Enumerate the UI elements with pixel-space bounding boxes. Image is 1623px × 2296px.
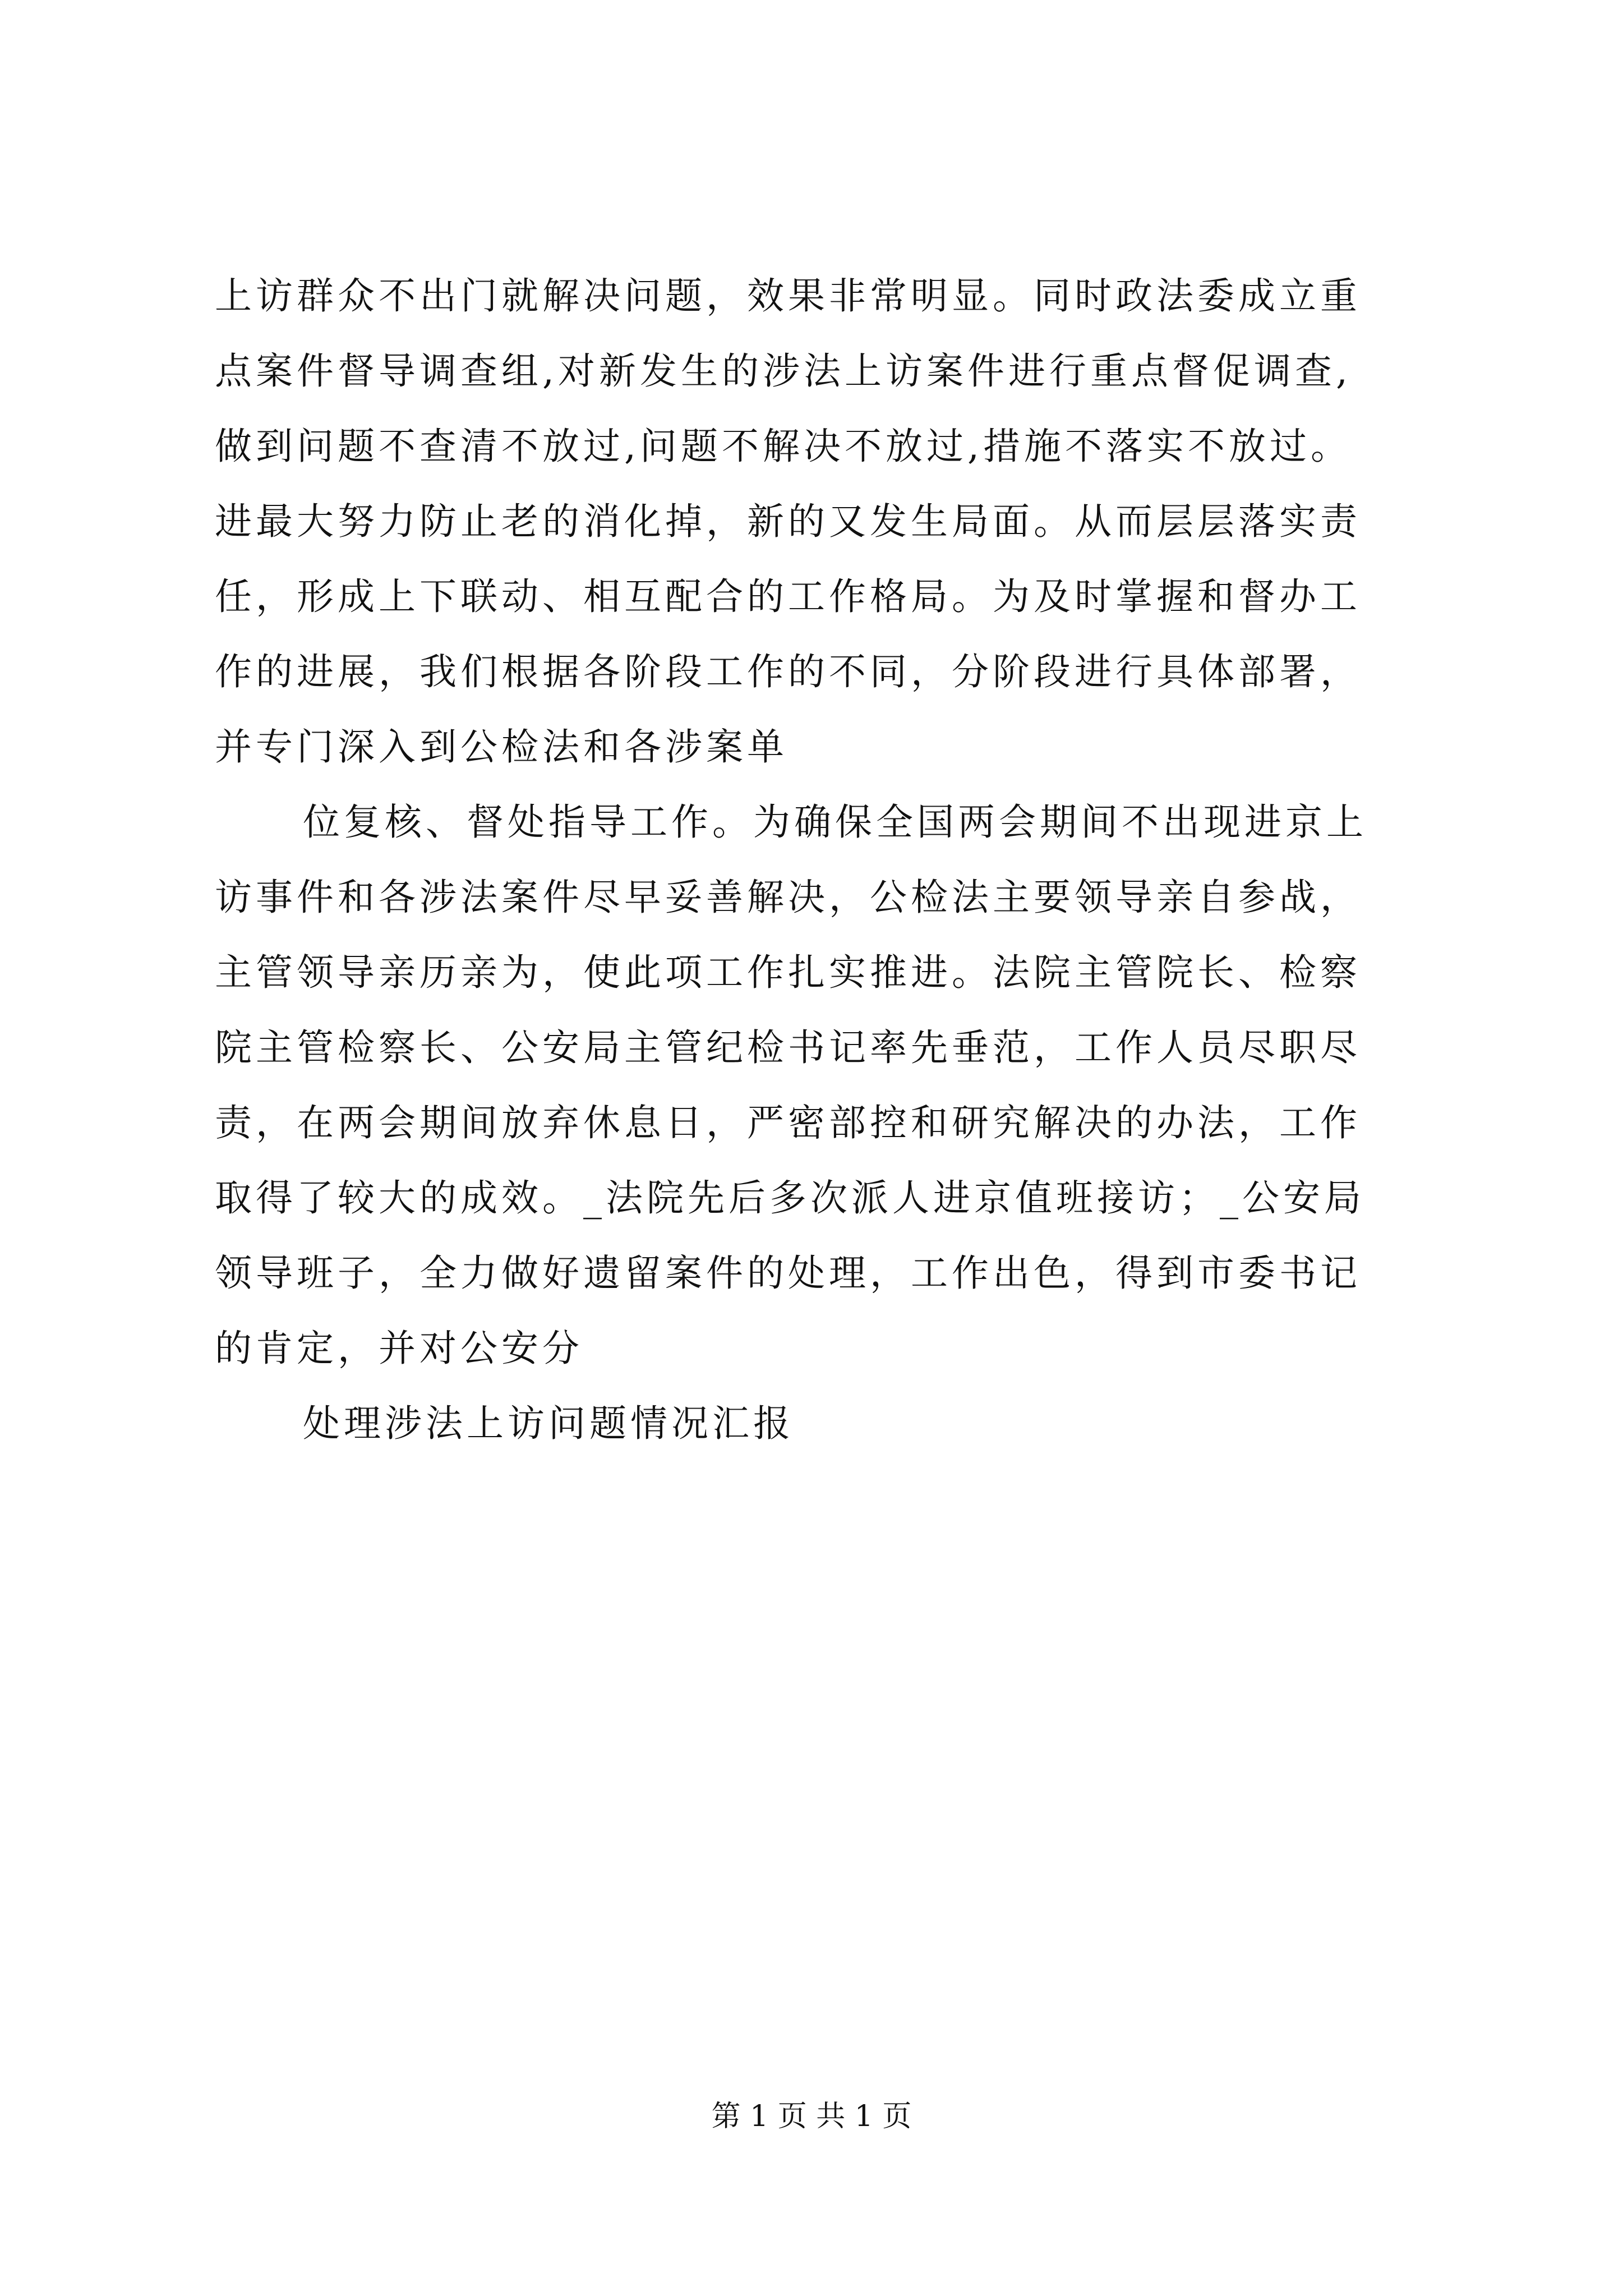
- text-line: 做到问题不查清不放过,问题不解决不放过,措施不落实不放过。: [215, 425, 1352, 468]
- document-heading-line: 处理涉法上访问题情况汇报: [303, 1402, 794, 1445]
- text-line: 责，在两会期间放弃休息日，严密部控和研究解决的办法，工作: [215, 1101, 1361, 1144]
- text-line: 取得了较大的成效。_法院先后多次派人进京值班接访；_公安局: [215, 1176, 1365, 1220]
- text-line: 院主管检察长、公安局主管纪检书记率先垂范，工作人员尽职尽: [215, 1026, 1361, 1069]
- page-footer: 第 1 页 共 1 页: [711, 2100, 912, 2133]
- text-line: 进最大努力防止老的消化掉，新的又发生局面。从而层层落实责: [215, 500, 1361, 543]
- text-line: 点案件督导调查组,对新发生的涉法上访案件进行重点督促调查,: [215, 349, 1352, 393]
- text-line: 领导班子，全力做好遗留案件的处理，工作出色，得到市委书记: [215, 1251, 1361, 1295]
- text-line: 任，形成上下联动、相互配合的工作格局。为及时掌握和督办工: [215, 575, 1361, 618]
- text-line: 上访群众不出门就解决问题，效果非常明显。同时政法委成立重: [215, 274, 1361, 318]
- text-line: 的肯定，并对公安分: [215, 1327, 583, 1370]
- text-line: 主管领导亲历亲为，使此项工作扎实推进。法院主管院长、检察: [215, 951, 1361, 994]
- text-line: 访事件和各涉法案件尽早妥善解决，公检法主要领导亲自参战，: [215, 876, 1361, 919]
- text-line: 位复核、督处指导工作。为确保全国两会期间不出现进京上: [303, 800, 1367, 844]
- text-line: 作的进展，我们根据各阶段工作的不同，分阶段进行具体部署，: [215, 650, 1361, 693]
- text-line: 并专门深入到公检法和各涉案单: [215, 725, 788, 769]
